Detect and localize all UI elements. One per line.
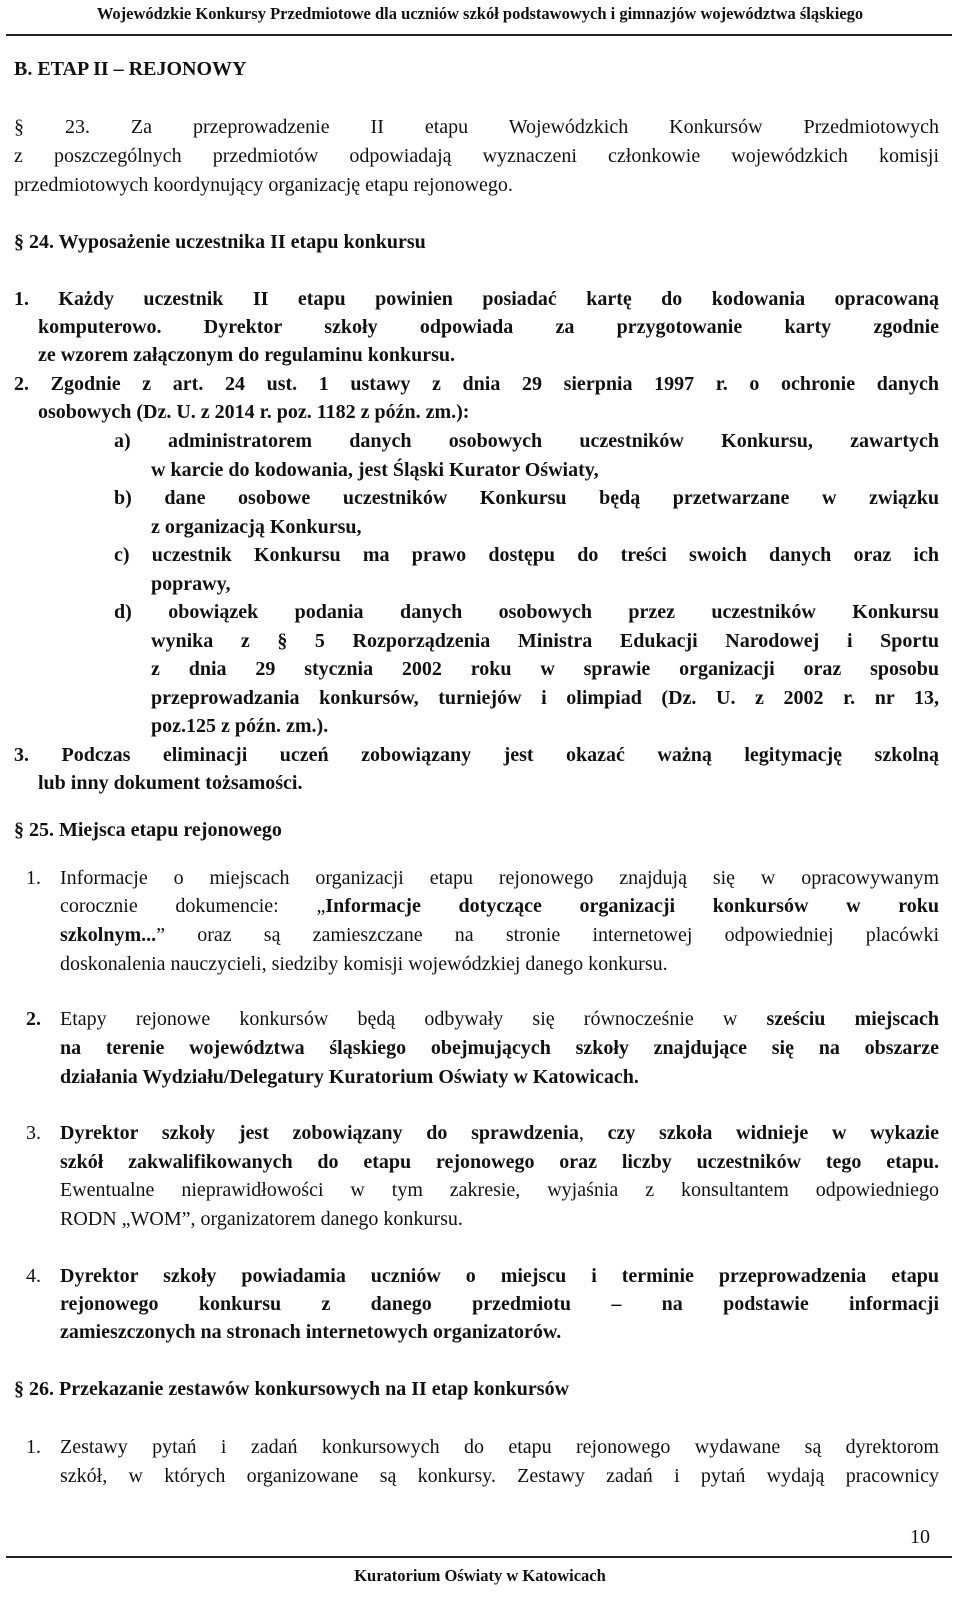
- s24-p1-line-2: komputerowo. Dyrektor szkoły odpowiada za przygotowanie karty zgodnie: [38, 316, 939, 338]
- s25-p2-line-3: działania Wydziału/Delegatury Kuratorium Oświaty w Katowicach.: [60, 1066, 639, 1088]
- s25-p3-emphasis-2: czy szkoła widnieje w wykazie: [607, 1122, 939, 1144]
- s25-p4-number: 4.: [26, 1265, 41, 1287]
- s24-p2-line-1: 2. Zgodnie z art. 24 ust. 1 ustawy z dnia 29 sierpnia 1997 r. o ochronie danych: [14, 373, 939, 395]
- s24-item-b-line-2: z organizacją Konkursu,: [151, 516, 362, 538]
- s26-p1-line-2: szkół, w których organizowane są konkursy. Zestawy zadań i pytań wydają pracownicy: [60, 1465, 939, 1487]
- stage-heading: B. ETAP II – REJONOWY: [14, 58, 247, 80]
- s25-p4-line-2: rejonowego konkursu z danego przedmiotu – na podstawie informacji: [60, 1293, 939, 1315]
- s24-item-d-line-4: przeprowadzania konkursów, turniejów i olimpiad (Dz. U. z 2002 r. nr 13,: [151, 687, 939, 709]
- s23-line-1: § 23. Za przeprowadzenie II etapu Wojewódzkich Konkursów Przedmiotowych: [14, 116, 939, 138]
- page-header: Wojewódzkie Konkursy Przedmiotowe dla uczniów szkół podstawowych i gimnazjów województwa śląskiego: [96, 4, 864, 23]
- s24-p2-line-2: osobowych (Dz. U. z 2014 r. poz. 1182 z późn. zm.):: [38, 401, 470, 423]
- s25-p3-line-3: Ewentualne nieprawidłowości w tym zakresie, wyjaśnia z konsultantem odpowiedniego: [60, 1179, 939, 1201]
- s24-item-c-line-1: c) uczestnik Konkursu ma prawo dostępu do treści swoich danych oraz ich: [114, 544, 939, 566]
- s25-p1-line-3-text: ” oraz są zamieszczane na stronie internetowej odpowiedniej placówki: [156, 924, 939, 946]
- s24-p3-line-1: 3. Podczas eliminacji uczeń zobowiązany jest okazać ważną legitymację szkolną: [14, 744, 939, 766]
- s25-p3-number: 3.: [26, 1122, 41, 1144]
- page-number: 10: [910, 1526, 930, 1548]
- s24-item-d-line-2: wynika z § 5 Rozporządzenia Ministra Edukacji Narodowej i Sportu: [151, 630, 939, 652]
- s26-p1-line-1: Zestawy pytań i zadań konkursowych do etapu rejonowego wydawane są dyrektorom: [60, 1436, 939, 1458]
- s24-heading: § 24. Wyposażenie uczestnika II etapu konkursu: [14, 231, 426, 253]
- s25-p3-comma: ,: [578, 1122, 608, 1144]
- s24-p3-line-2: lub inny dokument tożsamości.: [38, 772, 303, 794]
- s25-heading: § 25. Miejsca etapu rejonowego: [14, 819, 282, 841]
- s23-line-3: przedmiotowych koordynujący organizację etapu rejonowego.: [14, 174, 513, 196]
- s24-item-c-line-2: poprawy,: [151, 573, 231, 595]
- header-rule: [6, 34, 952, 36]
- s25-p3-line-4: RODN „WOM”, organizatorem danego konkursu.: [60, 1208, 463, 1230]
- s25-p1-line-3: [60, 924, 939, 947]
- s25-document-title: Informacje dotyczące organizacji konkursów w roku: [325, 895, 940, 917]
- footer-rule: [6, 1556, 952, 1558]
- s24-item-d-line-3: z dnia 29 stycznia 2002 roku w sprawie organizacji oraz sposobu: [151, 658, 939, 680]
- s25-p2-line-1: [60, 1008, 939, 1031]
- s25-p2-emphasis: sześciu miejscach: [766, 1008, 939, 1030]
- s24-item-d-line-5: poz.125 z późn. zm.).: [151, 715, 329, 737]
- s24-item-d-line-1: d) obowiązek podania danych osobowych przez uczestników Konkursu: [114, 601, 939, 623]
- s25-p4-line-3: zamieszczonych na stronach internetowych organizatorów.: [60, 1321, 562, 1343]
- s25-p1-number: 1.: [26, 867, 41, 889]
- s25-p4-line-1: Dyrektor szkoły powiadamia uczniów o miejscu i terminie przeprowadzenia etapu: [60, 1265, 939, 1287]
- s24-item-a-line-1: a) administratorem danych osobowych uczestników Konkursu, zawartych: [114, 430, 939, 452]
- s25-p1-line-1: Informacje o miejscach organizacji etapu rejonowego znajdują się w opracowywanym: [60, 867, 939, 889]
- s25-p3-line-2: szkół zakwalifikowanych do etapu rejonowego oraz liczby uczestników tego etapu.: [60, 1151, 939, 1173]
- s25-p3-line-1: [60, 1122, 939, 1145]
- s24-item-a-line-2: w karcie do kodowania, jest Śląski Kurator Oświaty,: [151, 459, 599, 481]
- s25-p1-line-2-text: corocznie dokumencie: „: [60, 895, 326, 917]
- s23-line-2: z poszczególnych przedmiotów odpowiadają wyznaczeni członkowie wojewódzkich komisji: [14, 145, 939, 167]
- s24-p1-line-1: 1. Każdy uczestnik II etapu powinien posiadać kartę do kodowania opracowaną: [14, 288, 939, 310]
- s25-p2-number: 2.: [26, 1008, 41, 1030]
- s25-p1-line-4: doskonalenia nauczycieli, siedziby komisji wojewódzkiej danego konkursu.: [60, 953, 668, 975]
- s25-p1-line-2: [60, 895, 939, 918]
- s25-document-title-end: szkolnym...: [60, 924, 157, 946]
- s24-item-b-line-1: b) dane osobowe uczestników Konkursu będą przetwarzane w związku: [114, 487, 939, 509]
- s24-p1-line-3: ze wzorem załączonym do regulaminu konkursu.: [38, 344, 456, 366]
- s25-p3-emphasis-1: Dyrektor szkoły jest zobowiązany do sprawdzenia: [60, 1122, 579, 1144]
- s25-p2-line-2: na terenie województwa śląskiego obejmujących szkoły znajdujące się na obszarze: [60, 1037, 939, 1059]
- page-footer: Kuratorium Oświaty w Katowicach: [354, 1566, 606, 1585]
- s26-heading: § 26. Przekazanie zestawów konkursowych na II etap konkursów: [14, 1378, 570, 1400]
- s26-p1-number: 1.: [26, 1436, 41, 1458]
- s25-p2-line-1-text: Etapy rejonowe konkursów będą odbywały się równocześnie w: [60, 1008, 767, 1030]
